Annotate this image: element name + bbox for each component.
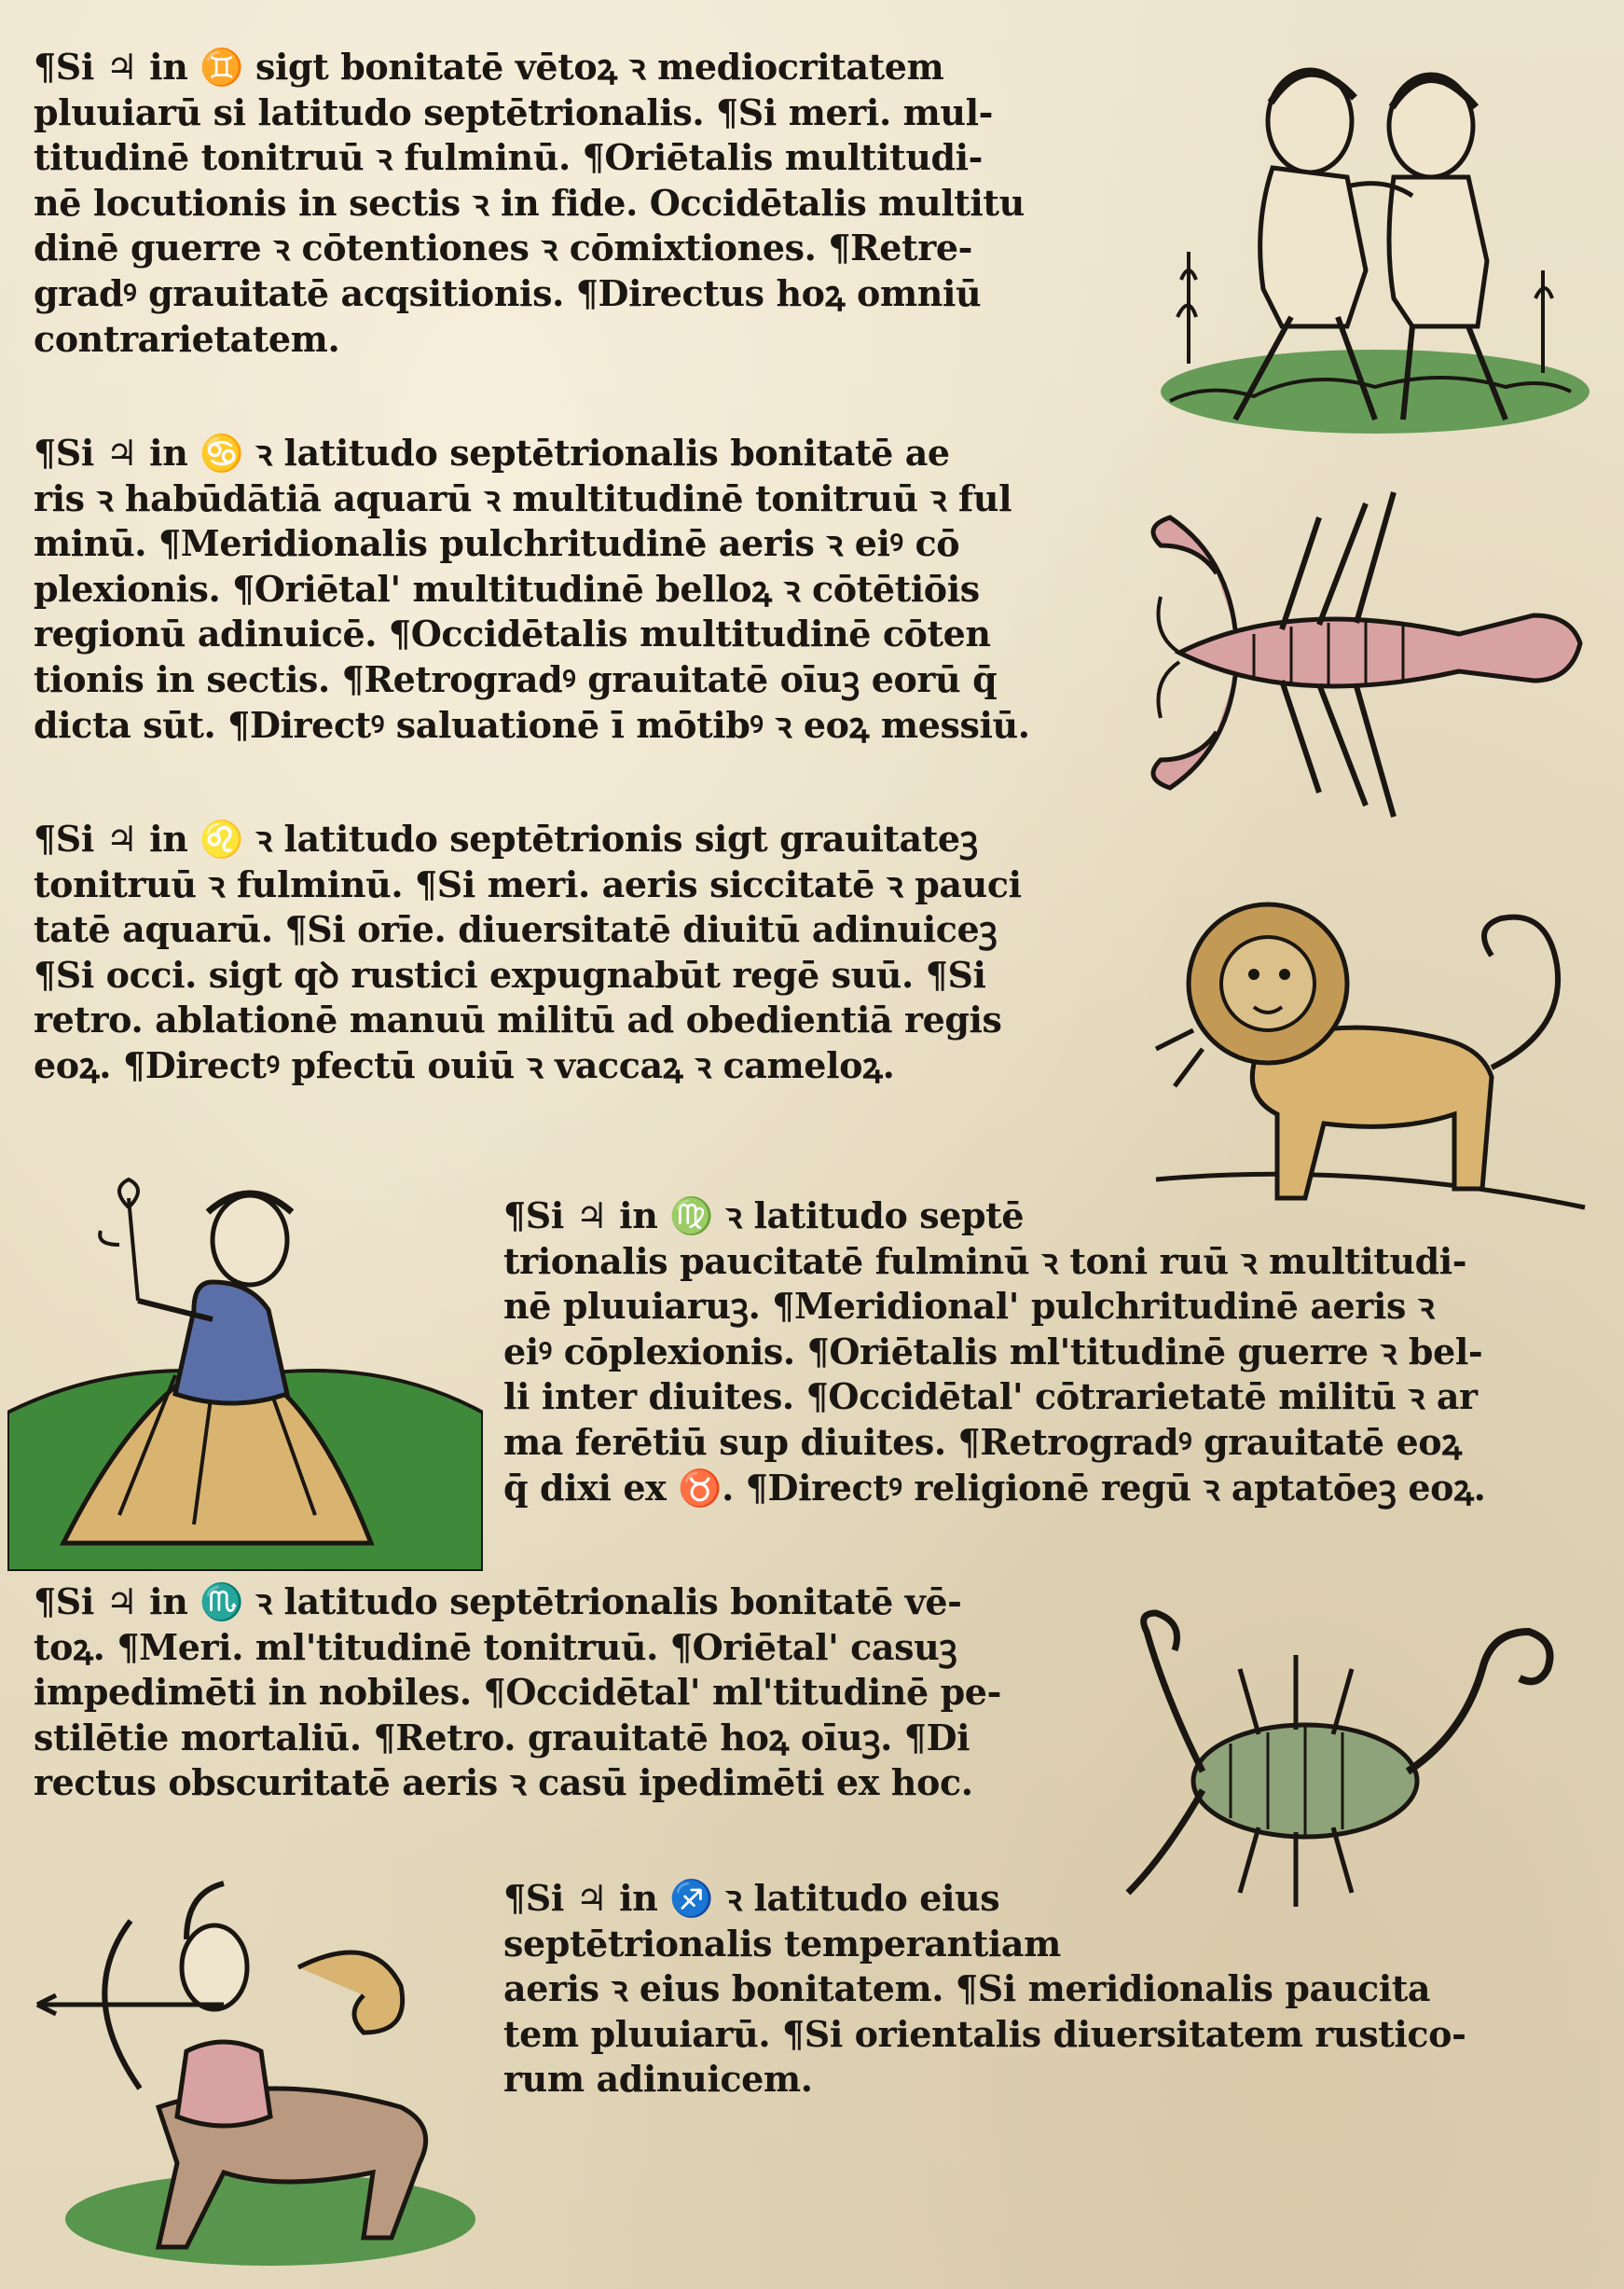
text-line: ris ꝛ habūdātiā aquarū ꝛ multitudinē tonitruū ꝛ ful bbox=[34, 476, 1012, 519]
paragraph-leo bbox=[34, 817, 1022, 1089]
paragraph-gemini bbox=[34, 45, 1025, 362]
text-line: contrarietatem. bbox=[34, 317, 340, 360]
text-line: li inter diuites. ¶Occidētal' cōtrarietatē militū ꝛ ar bbox=[503, 1375, 1478, 1418]
text-line: ¶Si ♃ in ♊ sigt bonitatē vētoꝝ ꝛ mediocritatem bbox=[34, 46, 944, 88]
text-line: ¶Si ♃ in ♌ ꝛ latitudo septētrionis sigt grauitateꝫ bbox=[34, 818, 978, 860]
text-line: tionis in sectis. ¶Retrogradꝰ grauitatē oīuꝫ eorū q̄ bbox=[34, 657, 998, 700]
text-line: pluuiarū si latitudo septētrionalis. ¶Si meri. mul- bbox=[34, 90, 994, 133]
text-line: eiꝰ cōplexionis. ¶Oriētalis ml'titudinē guerre ꝛ bel- bbox=[503, 1330, 1483, 1372]
text-line: retro. ablationē manuū militū ad obedientiā regis bbox=[34, 999, 1002, 1041]
scorpio-woodcut bbox=[1119, 1594, 1576, 1930]
paragraph-cancer bbox=[34, 431, 1030, 748]
text-line: regionū adinuicē. ¶Occidētalis multitudinē cōten bbox=[34, 613, 991, 655]
leo-woodcut bbox=[1137, 862, 1603, 1245]
text-line: ¶Si ♃ in ♐ ꝛ latitudo eius bbox=[503, 1877, 1000, 1919]
text-line: stilētie mortaliū. ¶Retro. grauitatē hoꝝ oīuꝫ. ¶Di bbox=[34, 1716, 970, 1758]
text-line: impedimēti in nobiles. ¶Occidētal' ml'titudinē pe- bbox=[34, 1671, 1001, 1714]
text-line: septētrionalis temperantiam bbox=[503, 1922, 1061, 1965]
text-line: ma ferētiū sup diuites. ¶Retrogradꝰ grauitatē eoꝝ bbox=[503, 1420, 1462, 1463]
text-line: titudinē tonitruū ꝛ fulminū. ¶Oriētalis multitudi- bbox=[34, 136, 984, 179]
text-line: nē locutionis in sectis ꝛ in fide. Occidētalis multitu bbox=[34, 181, 1025, 224]
text-line: aeris ꝛ eius bonitatem. ¶Si meridionalis paucita bbox=[503, 1967, 1431, 2010]
virgo-woodcut bbox=[7, 1170, 483, 1571]
text-line: plexionis. ¶Oriētal' multitudinē belloꝝ ꝛ cōtētiōis bbox=[34, 567, 980, 610]
cancer-woodcut bbox=[1142, 476, 1603, 839]
text-line: gradꝰ grauitatē acqsitionis. ¶Directus hoꝝ omniū bbox=[34, 271, 982, 314]
text-line: tem pluuiarū. ¶Si orientalis diuersitatem rustico- bbox=[503, 2012, 1466, 2055]
gemini-woodcut bbox=[1133, 37, 1594, 448]
text-line: eoꝝ. ¶Directꝰ pfectū ouiū ꝛ vaccaꝝ ꝛ cameloꝝ. bbox=[34, 1043, 895, 1086]
text-line: q̄ dixi ex ♉. ¶Directꝰ religionē regū ꝛ aptatōeꝫ eoꝝ. bbox=[503, 1466, 1486, 1509]
text-line: dinē guerre ꝛ cōtentiones ꝛ cōmixtiones. ¶Retre- bbox=[34, 227, 972, 269]
text-line: minū. ¶Meridionalis pulchritudinē aeris ꝛ eiꝰ cō bbox=[34, 522, 960, 565]
text-line: ¶Si ♃ in ♍ ꝛ latitudo septē bbox=[503, 1194, 1025, 1236]
text-line: ¶Si ♃ in ♏ ꝛ latitudo septētrionalis bonitatē vē- bbox=[34, 1580, 962, 1622]
text-line: ¶Si occi. sigt qꝺ rustici expugnabūt regē suū. ¶Si bbox=[34, 953, 986, 996]
text-line: toꝝ. ¶Meri. ml'titudinē tonitruū. ¶Oriētal' casuꝫ bbox=[34, 1625, 957, 1668]
text-line: dicta sūt. ¶Directꝰ saluationē ī mōtibꝰ ꝛ eoꝝ messiū. bbox=[34, 703, 1030, 746]
paragraph-scorpio bbox=[34, 1579, 1001, 1806]
text-line: tatē aquarū. ¶Si orīe. diuersitatē diuitū adinuiceꝫ bbox=[34, 908, 998, 951]
sagittarius-woodcut bbox=[19, 1865, 494, 2275]
text-line: rum adinuicem. bbox=[503, 2058, 813, 2101]
text-line: ¶Si ♃ in ♋ ꝛ latitudo septētrionalis bonitatē ae bbox=[34, 432, 950, 474]
text-line: nē pluuiaruꝫ. ¶Meridional' pulchritudinē aeris ꝛ bbox=[503, 1285, 1435, 1328]
text-line: tonitruū ꝛ fulminū. ¶Si meri. aeris siccitatē ꝛ pauci bbox=[34, 862, 1022, 905]
text-line: rectus obscuritatē aeris ꝛ casū ipedimēti ex hoc. bbox=[34, 1761, 973, 1804]
text-line: trionalis paucitatē fulminū ꝛ toni ruū ꝛ multitudi- bbox=[503, 1239, 1467, 1282]
